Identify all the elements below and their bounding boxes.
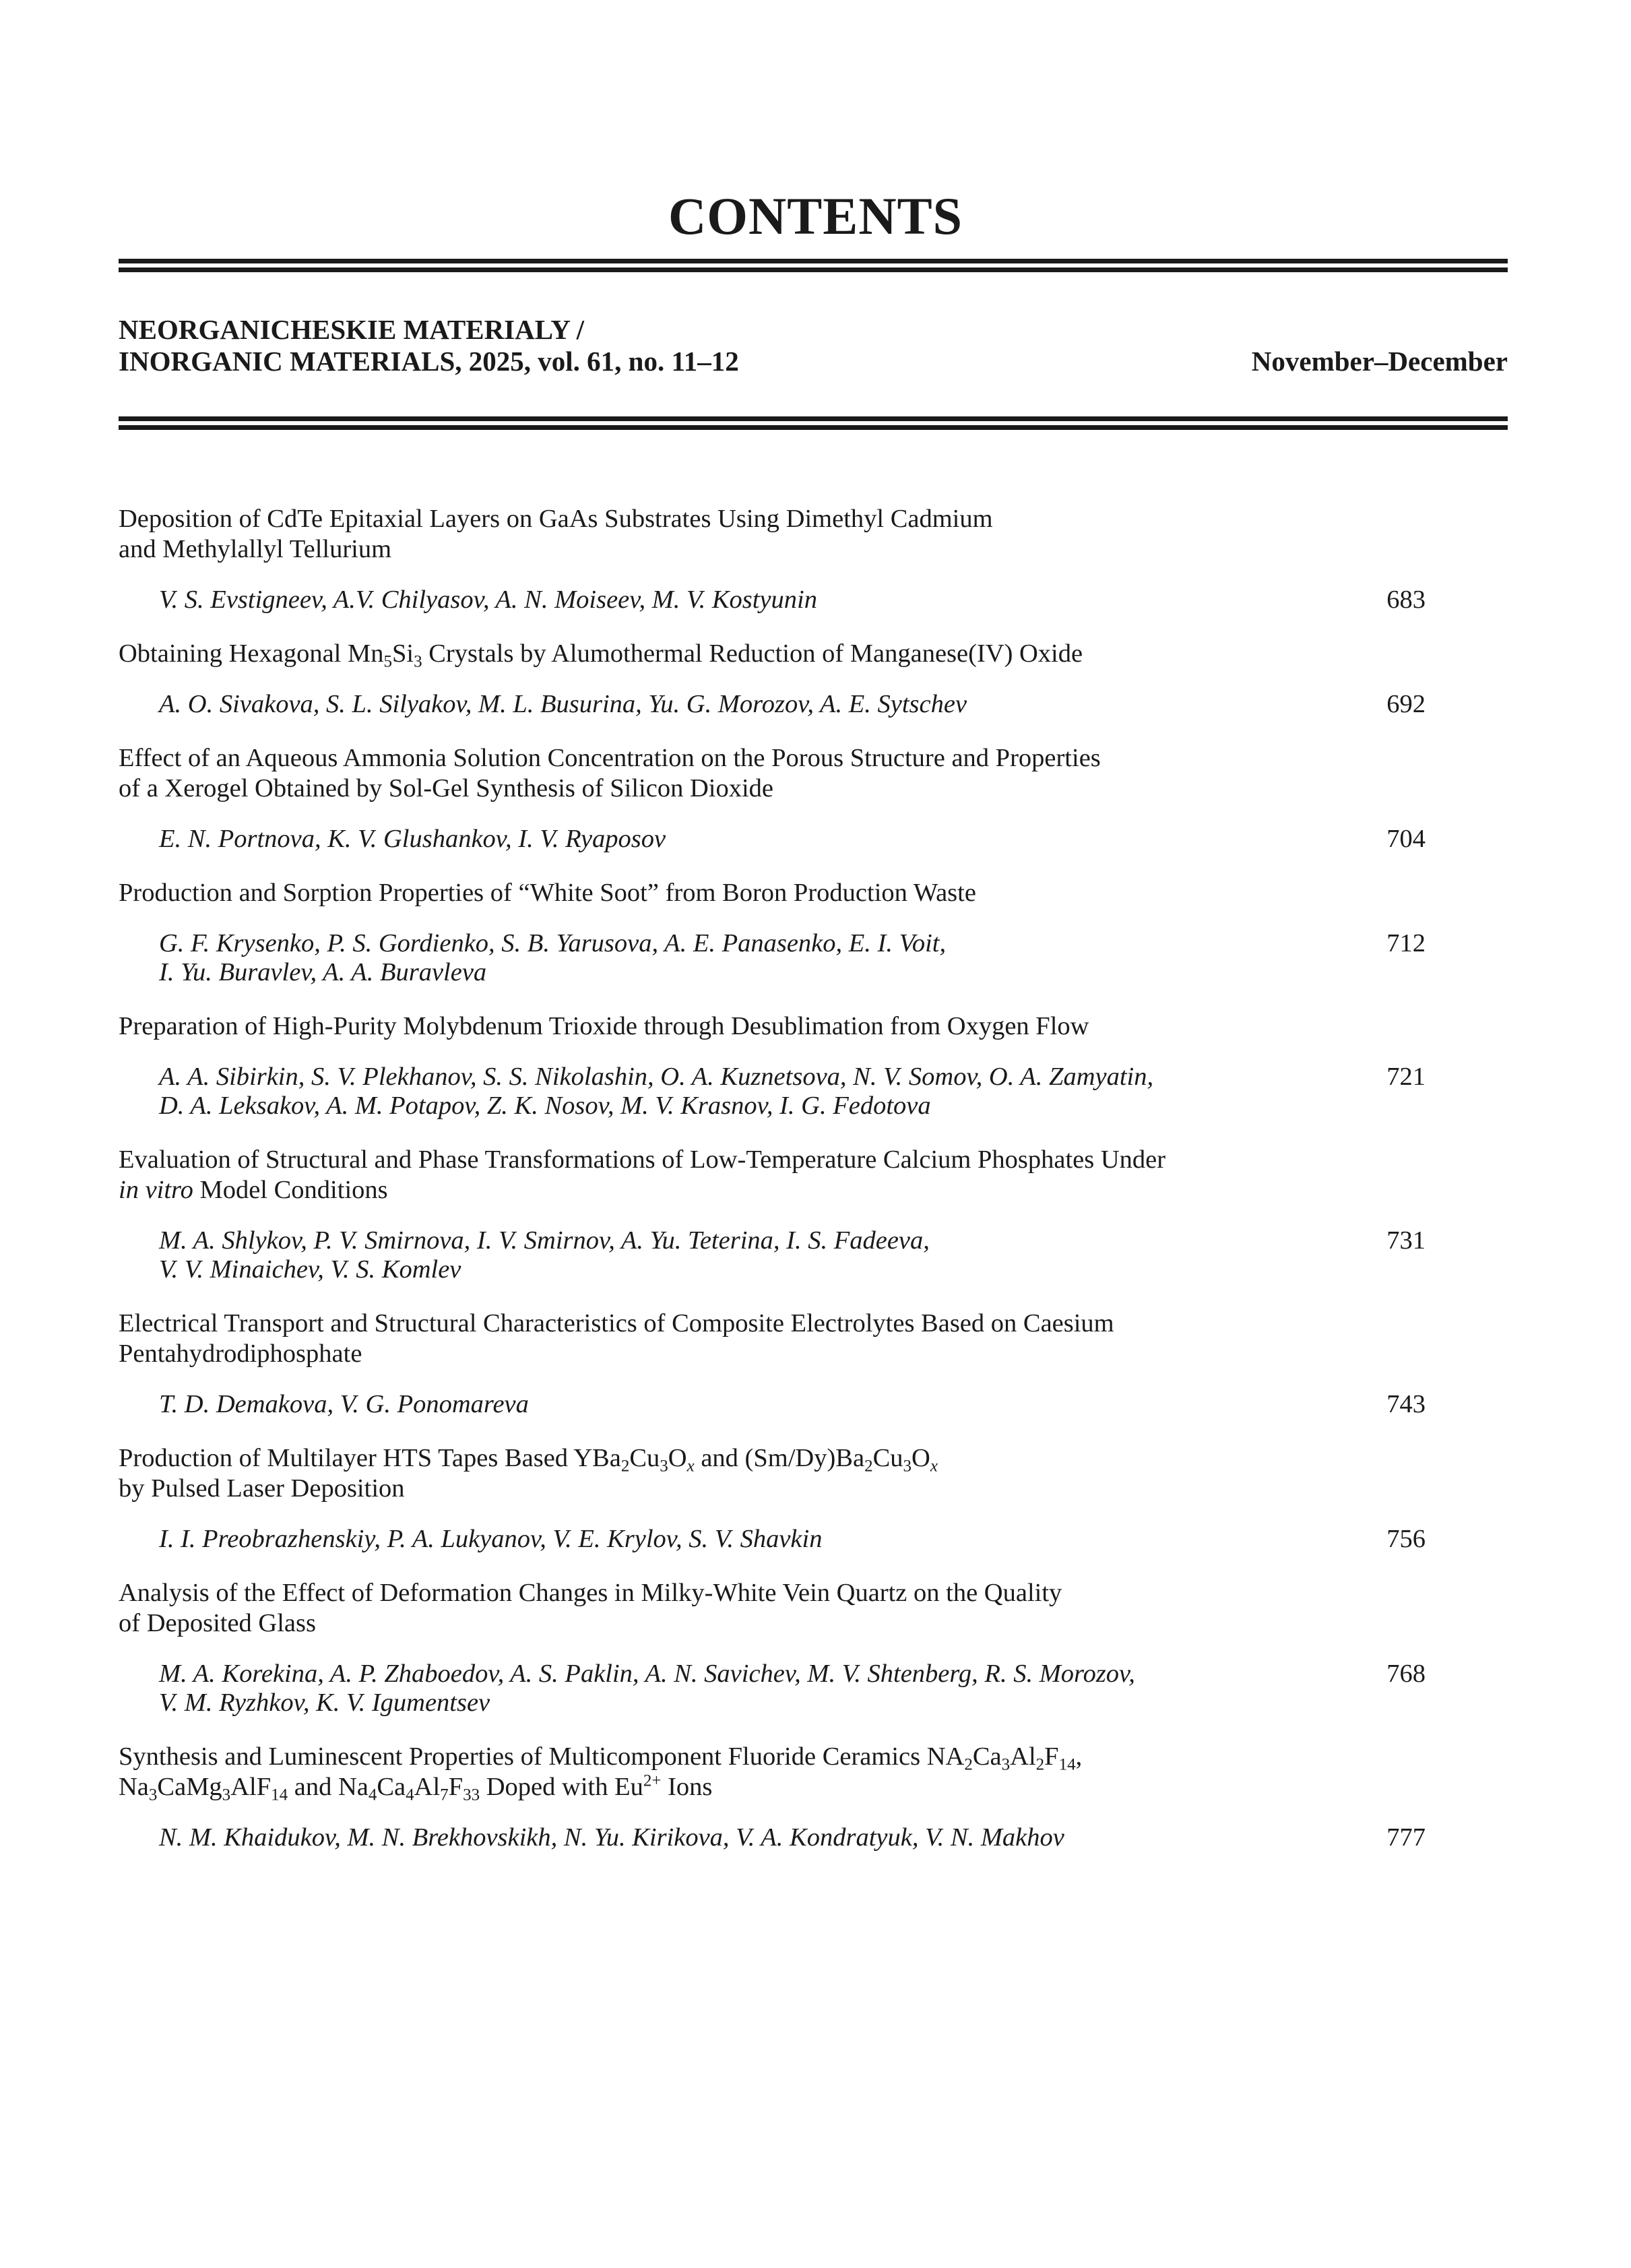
- article-authors: I. I. Preobrazhenskiy, P. A. Lukyanov, V. E. Krylov, S. V. Shavkin: [159, 1525, 823, 1553]
- toc-entry: [119, 504, 1508, 615]
- page-number: 756: [1386, 1525, 1426, 1553]
- article-authors-row: [119, 825, 1508, 854]
- article-authors: V. S. Evstigneev, A.V. Chilyasov, A. N. Moiseev, M. V. Kostyunin: [159, 586, 817, 614]
- page-number: 704: [1386, 825, 1426, 853]
- journal-header: [119, 314, 1508, 377]
- article-authors-row: [119, 1226, 1508, 1284]
- page-number: 692: [1386, 690, 1426, 718]
- article-title: Production and Sorption Properties of “White Soot” from Boron Production Waste: [119, 879, 976, 907]
- article-authors: M. A. Shlykov, P. V. Smirnova, I. V. Smirnov, A. Yu. Teterina, I. S. Fadeeva, V. V. Minaichev, V. S. Komlev: [159, 1226, 930, 1284]
- article-title: Preparation of High-Purity Molybdenum Trioxide through Desublimation from Oxygen Flow: [119, 1012, 1089, 1040]
- article-title: Production of Multilayer HTS Tapes Based $YBa_2Cu_3O_x$ and $(Sm/Dy)Ba_2Cu_3O_x$ by Pulsed Laser Deposition: [119, 1444, 938, 1503]
- page-number: 777: [1386, 1823, 1426, 1852]
- page-number: 768: [1386, 1660, 1426, 1688]
- header-rule-bottom-1: [119, 416, 1508, 421]
- article-authors: A. A. Sibirkin, S. V. Plekhanov, S. S. Nikolashin, O. A. Kuznetsova, N. V. Somov, O. A. Zamyatin, D. A. Leksakov, A. M. Potapov, Z. K. Nosov, M. V. Krasnov, I. G. Fedotova: [159, 1063, 1154, 1120]
- article-authors-row: [119, 929, 1508, 987]
- table-of-contents: [119, 504, 1508, 1877]
- toc-entry: [119, 1309, 1508, 1419]
- journal-name-line1: NEORGANICHESKIE MATERIALY /: [119, 314, 585, 345]
- article-title: Analysis of the Effect of Deformation Changes in Milky-White Vein Quartz on the Quality of Deposited Glass: [119, 1579, 1062, 1637]
- page-number: 721: [1386, 1063, 1426, 1091]
- page-number: 712: [1386, 929, 1426, 957]
- article-title: Effect of an Aqueous Ammonia Solution Concentration on the Porous Structure and Properties of a Xerogel Obtained by Sol-Gel Synthesis of Silicon Dioxide: [119, 744, 1101, 802]
- page-number: 683: [1386, 586, 1426, 614]
- journal-period: November–December: [1251, 346, 1508, 377]
- page-number: 731: [1386, 1226, 1426, 1255]
- page-number: 743: [1386, 1390, 1426, 1418]
- article-authors-row: [119, 1660, 1508, 1718]
- article-authors: N. M. Khaidukov, M. N. Brekhovskikh, N. Yu. Kirikova, V. A. Kondratyuk, V. N. Makhov: [159, 1823, 1064, 1852]
- toc-entry: [119, 743, 1508, 854]
- toc-entry: [119, 1578, 1508, 1718]
- toc-entry: [119, 1443, 1508, 1554]
- header-rule-top-1: [119, 259, 1508, 263]
- article-authors: A. O. Sivakova, S. L. Silyakov, M. L. Busurina, Yu. G. Morozov, A. E. Sytschev: [159, 690, 967, 718]
- header-rule-top-2: [119, 267, 1508, 272]
- article-authors: E. N. Portnova, K. V. Glushankov, I. V. Ryaposov: [159, 825, 666, 853]
- article-title: Electrical Transport and Structural Characteristics of Composite Electrolytes Based on Caesium Pentahydrodiphosphate: [119, 1309, 1114, 1368]
- article-authors: G. F. Krysenko, P. S. Gordienko, S. B. Yarusova, A. E. Panasenko, E. I. Voit, I. Yu. Buravlev, A. A. Buravleva: [159, 929, 947, 986]
- toc-entry: [119, 1145, 1508, 1284]
- journal-issue-line: INORGANIC MATERIALS, 2025, vol. 61, no. 11–12: [119, 346, 739, 377]
- article-authors-row: [119, 690, 1508, 719]
- article-title: Obtaining Hexagonal $Mn_5Si_3$ Crystals by Alumothermal Reduction of Manganese(IV) Oxide: [119, 639, 1083, 671]
- article-title: Deposition of CdTe Epitaxial Layers on GaAs Substrates Using Dimethyl Cadmium and Methylallyl Tellurium: [119, 505, 993, 563]
- article-authors-row: [119, 1390, 1508, 1419]
- article-title: Evaluation of Structural and Phase Transformations of Low-Temperature Calcium Phosphates Under in vitro Model Conditions: [119, 1145, 1166, 1204]
- article-authors-row: [119, 1063, 1508, 1121]
- page-title: CONTENTS: [668, 187, 963, 245]
- article-authors-row: [119, 1525, 1508, 1554]
- article-authors: T. D. Demakova, V. G. Ponomareva: [159, 1390, 529, 1418]
- article-title: Synthesis and Luminescent Properties of Multicomponent Fluoride Ceramics $NA_2Ca_3Al_2F_{14}$, $Na_3CaMg_3AlF_{14}$ and $Na_4Ca_4Al_7F_{33}$ Doped with $Eu^{2+}$ Ions: [119, 1742, 1083, 1804]
- article-authors: M. A. Korekina, A. P. Zhaboedov, A. S. Paklin, A. N. Savichev, M. V. Shtenberg, R. S. Morozov, V. M. Ryzhkov, K. V. Igumentsev: [159, 1660, 1135, 1717]
- toc-entry: [119, 878, 1508, 987]
- article-authors-row: [119, 586, 1508, 615]
- toc-entry: [119, 1011, 1508, 1121]
- toc-entry: [119, 639, 1508, 719]
- header-rule-bottom-2: [119, 425, 1508, 430]
- toc-entry: [119, 1742, 1508, 1852]
- article-authors-row: [119, 1823, 1508, 1852]
